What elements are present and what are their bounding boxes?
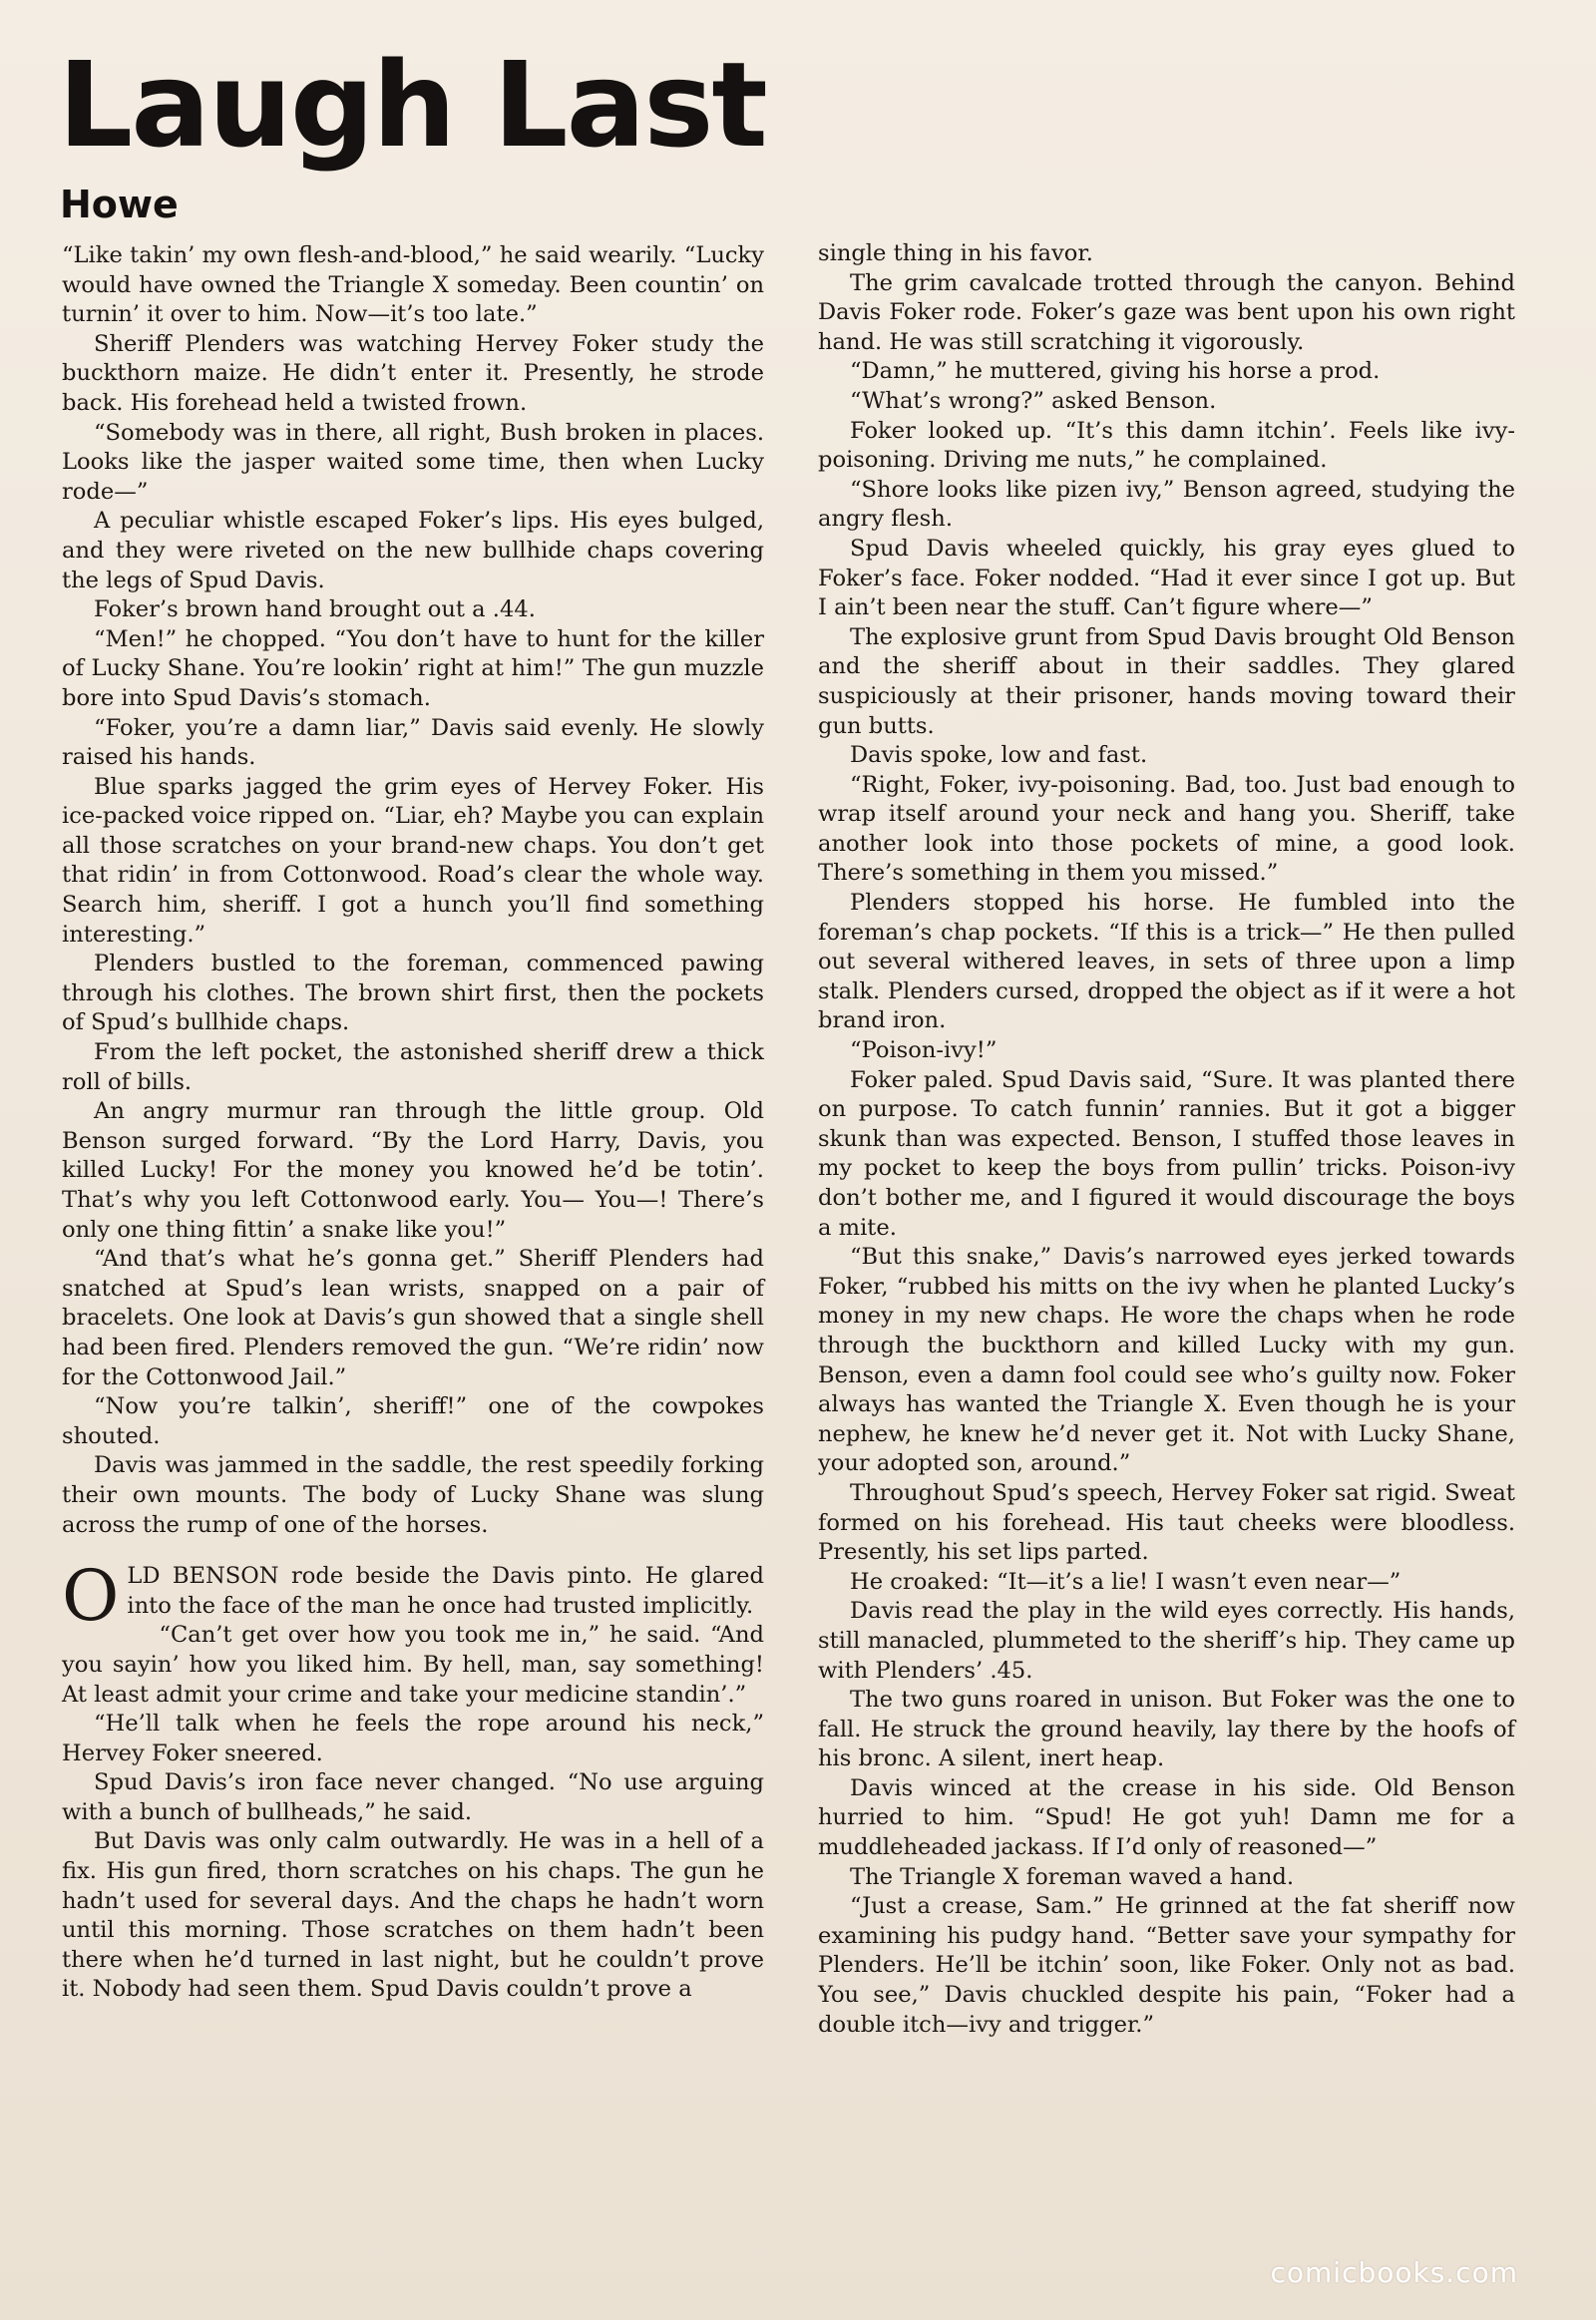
- paragraph: “Poison-ivy!”: [850, 1037, 998, 1064]
- section-opening-paragraph: [62, 1555, 764, 1638]
- paragraph: From the left pocket, the astonished sheriff drew a thick roll of bills.: [62, 1039, 764, 1095]
- paragraph: Sheriff Plenders was watching Hervey Foker study the buckthorn maize. He didn’t enter it. Presently, he strode back. His forehead held a twisted frown.: [62, 330, 764, 416]
- story-title: Laugh Last: [58, 36, 766, 174]
- paragraph: “Like takin’ my own flesh-and-blood,” he said wearily. “Lucky would have owned the Triangle X someday. Been countin’ on turnin’ it over to him. Now—it’s too late.”: [62, 242, 764, 328]
- paragraph: Plenders bustled to the foreman, commenced pawing through his clothes. The brown shirt first, then the pockets of Spud’s bullhide chaps.: [62, 951, 764, 1036]
- paragraph: “Now you’re talkin’, sheriff!” one of the cowpokes shouted.: [62, 1393, 764, 1449]
- paragraph: Throughout Spud’s speech, Hervey Foker sat rigid. Sweat formed on his forehead. His taut cheeks were bloodless. Presently, his set lips parted.: [818, 1479, 1515, 1566]
- paragraph: “Can’t get over how you took me in,” he said. “And you sayin’ how you liked him. By hell, man, say something! At least admit your crime and take your medicine standin’.”: [62, 1622, 764, 1708]
- paragraph: An angry murmur ran through the little group. Old Benson surged forward. “By the Lord Harry, Davis, you killed Lucky! For the money you knowed he’d be totin’. That’s why you left Cottonwood early. You— You—! There’s only one thing fittin’ a snake like you!”: [62, 1098, 764, 1243]
- paragraph: Foker paled. Spud Davis said, “Sure. It was planted there on purpose. To catch funnin’ rannies. But it got a bigger skunk than was expected. Benson, I stuffed those leaves in my pocket to keep the boys from pullin’ tricks. Poison-ivy don’t bother me, and I figured it would discourage the boys a mite.: [818, 1066, 1515, 1241]
- paragraph: A peculiar whistle escaped Foker’s lips. His eyes bulged, and they were riveted on the new bullhide chaps covering the legs of Spud Davis.: [62, 508, 764, 593]
- paragraph-continuation: single thing in his favor.: [818, 240, 1093, 266]
- paragraph: “Men!” he chopped. “You don’t have to hunt for the killer of Lucky Shane. You’re lookin’ right at him!” The gun muzzle bore into Spud Davis’s stomach.: [62, 625, 764, 711]
- left-column: [62, 241, 764, 2005]
- paragraph: Spud Davis’s iron face never changed. “No use arguing with a bunch of bullheads,” he said.: [62, 1769, 764, 1825]
- paragraph: He croaked: “It—it’s a lie! I wasn’t even near—”: [850, 1568, 1401, 1595]
- paragraph: “Foker, you’re a damn liar,” Davis said evenly. He slowly raised his hands.: [62, 714, 764, 771]
- paragraph: Spud Davis wheeled quickly, his gray eyes glued to Foker’s face. Foker nodded. “Had it ever since I got up. But I ain’t been near the stuff. Can’t figure where—”: [818, 535, 1515, 621]
- paragraph: Foker’s brown hand brought out a .44.: [94, 596, 536, 623]
- paragraph: “He’ll talk when he feels the rope around his neck,” Hervey Foker sneered.: [62, 1711, 764, 1766]
- paragraph: “What’s wrong?” asked Benson.: [850, 387, 1217, 414]
- paragraph: The explosive grunt from Spud Davis brought Old Benson and the sheriff about in their saddles. They glared suspiciously at their prisoner, hands moving toward their gun butts.: [818, 623, 1515, 739]
- paragraph: Davis was jammed in the saddle, the rest speedily forking their own mounts. The body of Lucky Shane was slung across the rump of one of the horses.: [62, 1452, 764, 1538]
- paragraph: Plenders stopped his horse. He fumbled into the foreman’s chap pockets. “If this is a trick—” He then pulled out several withered leaves, in sets of three upon a limp stalk. Plenders cursed, dropped the object as if it were a hot brand iron.: [818, 890, 1515, 1034]
- paragraph: “And that’s what he’s gonna get.” Sheriff Plenders had snatched at Spud’s lean wrists, snapped on a pair of bracelets. One look at Davis’s gun showed that a single shell had been fired. Plenders removed the gun. “We’re ridin’ now for the Cottonwood Jail.”: [62, 1246, 764, 1390]
- site-watermark: comicbooks.com: [1270, 2256, 1518, 2289]
- paragraph: Davis read the play in the wild eyes correctly. His hands, still manacled, plummeted to the sheriff’s hip. They came up with Plenders’ .45.: [818, 1598, 1515, 1684]
- drop-cap: O: [62, 1555, 120, 1638]
- paragraph: The Triangle X foreman waved a hand.: [850, 1863, 1295, 1890]
- paragraph: “Right, Foker, ivy-poisoning. Bad, too. Just bad enough to wrap itself around your neck and hang you. Sheriff, take another look into those pockets of mine, a good look. There’s something in them you missed.”: [818, 771, 1515, 887]
- paragraph: Blue sparks jagged the grim eyes of Hervey Foker. His ice-packed voice ripped on. “Liar, eh? Maybe you can explain all those scratches on your brand-new chaps. You don’t get that ridin’ in from Cottonwood. Road’s clear the whole way. Search him, sheriff. I got a hunch you’ll find something interesting.”: [62, 773, 764, 948]
- paragraph: Davis spoke, low and fast.: [850, 742, 1148, 769]
- paragraph: Foker looked up. “It’s this damn itchin’. Feels like ivy-poisoning. Driving me nuts,” he complained.: [818, 417, 1515, 474]
- paragraph: “Damn,” he muttered, giving his horse a prod.: [850, 358, 1381, 385]
- section-opening-text: LD BENSON rode beside the Davis pinto. He glared into the face of the man he once had trusted implicitly.: [127, 1563, 764, 1619]
- paragraph: “But this snake,” Davis’s narrowed eyes jerked towards Foker, “rubbed his mitts on the ivy when he planted Lucky’s money in my new chaps. He wore the chaps when he rode through the buckthorn and killed Lucky with my gun. Benson, even a damn fool could see who’s guilty now. Foker always has wanted the Triangle X. Even though he is your nephew, he knew he’d never get it. Not with Lucky Shane, your adopted son, around.”: [818, 1244, 1515, 1477]
- paragraph: “Shore looks like pizen ivy,” Benson agreed, studying the angry flesh.: [818, 476, 1515, 533]
- paragraph: Davis winced at the crease in his side. Old Benson hurried to him. “Spud! He got yuh! Damn me for a muddleheaded jackass. If I’d only of reasoned—”: [818, 1774, 1515, 1861]
- paragraph: “Just a crease, Sam.” He grinned at the fat sheriff now examining his pudgy hand. “Better save your sympathy for Plenders. He’ll be itchin’ soon, like Foker. Only not as bad. You see,” Davis chuckled despite his pain, “Foker had a double itch—ivy and trigger.”: [818, 1893, 1515, 2038]
- right-column: [818, 239, 1515, 2040]
- paragraph: The two guns roared in unison. But Foker was the one to fall. He struck the ground heavily, lay there by the hoofs of his bronc. A silent, inert heap.: [818, 1687, 1515, 1772]
- paragraph: “Somebody was in there, all right, Bush broken in places. Looks like the jasper waited some time, then when Lucky rode—”: [62, 419, 764, 505]
- paragraph: But Davis was only calm outwardly. He was in a hell of a fix. His gun fired, thorn scratches on his chaps. The gun he hadn’t used for several days. And the chaps he hadn’t worn until this morning. Those scratches on them hadn’t been there when he’d turned in last night, but he couldn’t prove it. Nobody had seen them. Spud Davis couldn’t prove a: [62, 1828, 764, 2003]
- paragraph: The grim cavalcade trotted through the canyon. Behind Davis Foker rode. Foker’s gaze was bent upon his own right hand. He was still scratching it vigorously.: [818, 269, 1515, 355]
- author-name: Howe: [60, 183, 179, 226]
